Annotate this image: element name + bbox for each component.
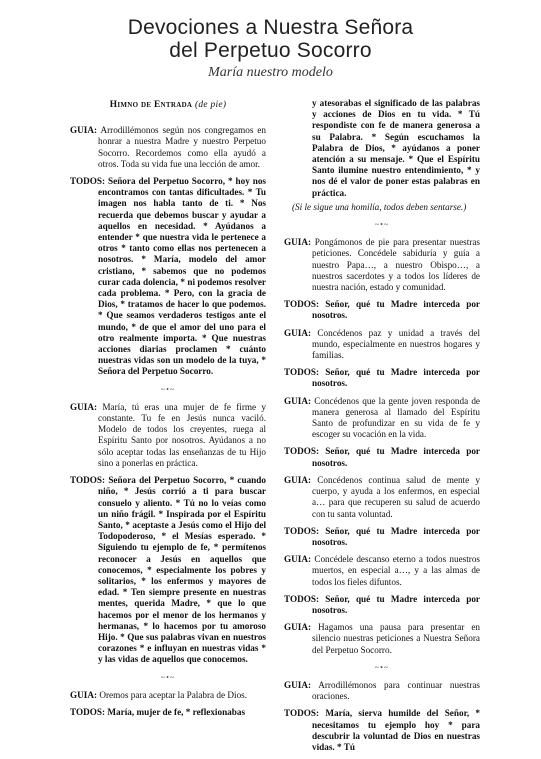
speaker-label: GUIA:: [284, 622, 312, 633]
prayer-text: Arrodillémonos para continuar nuestras oraciones.: [312, 679, 480, 702]
speaker-label: GUIA:: [284, 237, 312, 248]
speaker-label: TODOS:: [284, 367, 320, 378]
divider-ornament: ~•~: [374, 220, 390, 230]
prayer-text: María, sierva humilde del Señor, * necesitamos tu ejemplo hoy * para descubrir la voluntad de Dios en nuestras vidas. * Tú: [312, 708, 480, 752]
speaker-label: GUIA:: [70, 125, 98, 136]
content-columns: [0, 96, 541, 752]
section-title: [70, 100, 266, 111]
response-text: Señor, qué tu Madre interceda por nosotros.: [312, 593, 481, 615]
response-block: [284, 526, 480, 548]
section-note: (de pie): [194, 100, 227, 110]
petition-text: Concédenos continua salud de mente y cuerpo, y ayuda a los enfermos, en especial a… para que recuperen su salud de acuerdo con tu santa voluntad.: [312, 474, 480, 519]
prayer-text: María, tú eras una mujer de fe firme y constante. Tu fe en Jesús nunca vaciló. Modelo de todos los creyentes, ruega al Espíritu Santo por nosotros. Ayúdanos a no sólo aceptar todas las enseñanzas de tu Hijo sino a ponerlas en práctica.: [98, 401, 266, 468]
prayer-text: Señora del Perpetuo Socorro, * cuando niño, * Jesús corrió a ti para buscar consuelo y aliento. * Tú no lo veías como un niño frágil. * Inspirada por el Espíritu Santo, * aceptaste a Jesús como el Hijo del Todopoderoso, * el Mesías esperado. * Siguiendo tu ejemplo de fe, * permítenos reconocer a Jesús en aquellos que conocemos, * especialmente los pobres y solitarios, * los enfermos y mayores de edad. * Ten siempre presente en nuestras mentes, querida Madre, * que lo que hacemos por el menor de los hermanos y hermanas, * lo hacemos por tu amoroso Hijo. * Que sus palabras vivan en nuestros corazones * e influyan en nuestras vidas * y las vidas de aquellos que conocemos.: [98, 475, 267, 665]
response-block: [284, 299, 480, 321]
prayer-text: Oremos para aceptar la Palabra de Dios.: [99, 689, 248, 700]
prayer-block: [284, 680, 480, 702]
homily-note: (Si le sigue una homilía, todos deben sentarse.): [292, 201, 467, 212]
right-column: [284, 98, 480, 759]
speaker-label: GUIA:: [284, 395, 312, 406]
petition-text: Hagamos una pausa para presentar en silencio nuestras peticiones a Nuestra Señora del Perpetuo Socorro.: [312, 622, 480, 655]
petition-block: [284, 328, 480, 362]
response-block: [284, 446, 480, 468]
response-block: [284, 594, 480, 616]
speaker-label: TODOS:: [284, 446, 320, 457]
speaker-label: GUIA:: [70, 689, 98, 700]
prayer-block: [70, 125, 266, 170]
prayer-text: Arrodillémonos según nos congregamos en honrar a nuestra Madre y nuestro Perpetuo Socorro. Recordemos como ella ayudó a otros. Toda su vida fue una lección de amor.: [98, 125, 266, 169]
page-subtitle: María nuestro modelo: [208, 65, 333, 80]
petition-text: Concédenos paz y unidad a través del mundo, especialmente en nuestros hogares y familias.: [312, 327, 481, 361]
speaker-label: TODOS:: [284, 593, 320, 604]
page-title-line-1: Devociones a Nuestra Señora: [127, 16, 414, 39]
petition-block: [284, 475, 480, 520]
prayer-block: [70, 707, 266, 718]
left-column: [70, 96, 266, 724]
prayer-block: [70, 690, 266, 701]
prayer-block: [284, 708, 480, 753]
prayer-block: [70, 402, 266, 469]
section-heading: Himno de Entrada: [109, 100, 193, 110]
response-text: Señor, qué tu Madre interceda por nosotros.: [312, 367, 481, 389]
divider-ornament: ~•~: [160, 384, 176, 394]
page-header: [0, 0, 541, 81]
petition-text: Concédele descanso eterno a todos nuestros muertos, en especial a…, y a las almas de todos los fieles difuntos.: [312, 554, 481, 587]
divider-ornament: ~•~: [374, 662, 390, 672]
response-text: Señor, qué tu Madre interceda por nosotros.: [312, 299, 481, 321]
speaker-label: GUIA:: [284, 554, 312, 565]
response-text: Señor, qué tu Madre interceda por nosotros.: [312, 446, 481, 468]
petition-block: [284, 237, 480, 293]
petition-text: Pongámonos de pie para presentar nuestras peticiones. Concédele sabiduría y guía a nuestro Papa…, a nuestro Obispo…, a nuestros sacerdotes y a todos los líderes de nuestra nación, estado y comunidad.: [312, 237, 481, 293]
response-block: [284, 367, 480, 389]
prayer-text: María, mujer de fe, * reflexionabas: [107, 706, 246, 717]
speaker-label: GUIA:: [284, 679, 312, 690]
speaker-label: GUIA:: [284, 327, 312, 338]
prayer-text: y atesorabas el significado de las palabras y acciones de Dios en tu vida. * Tú respondiste con fe de manera generosa a su Palabra. * Según escuchamos la Palabra de Dios, * ayúdanos a poner atención a su mensaje. * Que el Espíritu Santo ilumine nuestro entendimiento, * y nos dé el valor de poner estas palabras en práctica.: [312, 98, 480, 198]
prayer-continuation: [284, 98, 480, 199]
speaker-label: TODOS:: [70, 706, 106, 717]
prayer-block: [70, 176, 266, 378]
response-text: Señor, qué tu Madre interceda por nosotros.: [312, 525, 481, 547]
petition-text: Concédenos que la gente joven responda de manera generosa al llamado del Espíritu Santo de profundizar en su vida de fe y escoger su vocación en la vida.: [312, 395, 480, 440]
speaker-label: TODOS:: [70, 475, 106, 486]
speaker-label: GUIA:: [284, 474, 312, 485]
speaker-label: GUIA:: [70, 401, 98, 412]
petition-block: [284, 554, 480, 588]
speaker-label: TODOS:: [70, 176, 106, 187]
divider-ornament: ~•~: [160, 672, 176, 682]
speaker-label: TODOS:: [284, 299, 320, 310]
speaker-label: TODOS:: [284, 708, 320, 719]
petition-block: [284, 396, 480, 441]
prayer-block: [70, 475, 266, 665]
prayer-text: Señora del Perpetuo Socorro, * hoy nos encontramos con tantas dificultades. * Tu imagen nos habla tanto de ti. * Nos recuerda que debemos buscar y ayudar a aquellos en necesidad. * Ayúdanos a entender * que nuestra vida le pertenece a otros * tanto como ellas nos pertenecen a nosotros. * María, modelo del amor cristiano, * sabemos que no podemos curar cada dolencia, * ni podemos resolver cada problema. * Pero, con la gracia de Dios, * tratamos de hacer lo que podemos. * Que seamos verdaderos testigos ante el mundo, * de que el amor del uno para el otro realmente importa. * Que nuestras acciones diarias proclamen * cuánto nuestras vidas son un modelo de la tuya, * Señora del Perpetuo Socorro.: [98, 176, 267, 377]
petition-block: [284, 622, 480, 656]
page-title-line-2: del Perpetuo Socorro: [169, 39, 372, 62]
speaker-label: TODOS:: [284, 525, 320, 536]
